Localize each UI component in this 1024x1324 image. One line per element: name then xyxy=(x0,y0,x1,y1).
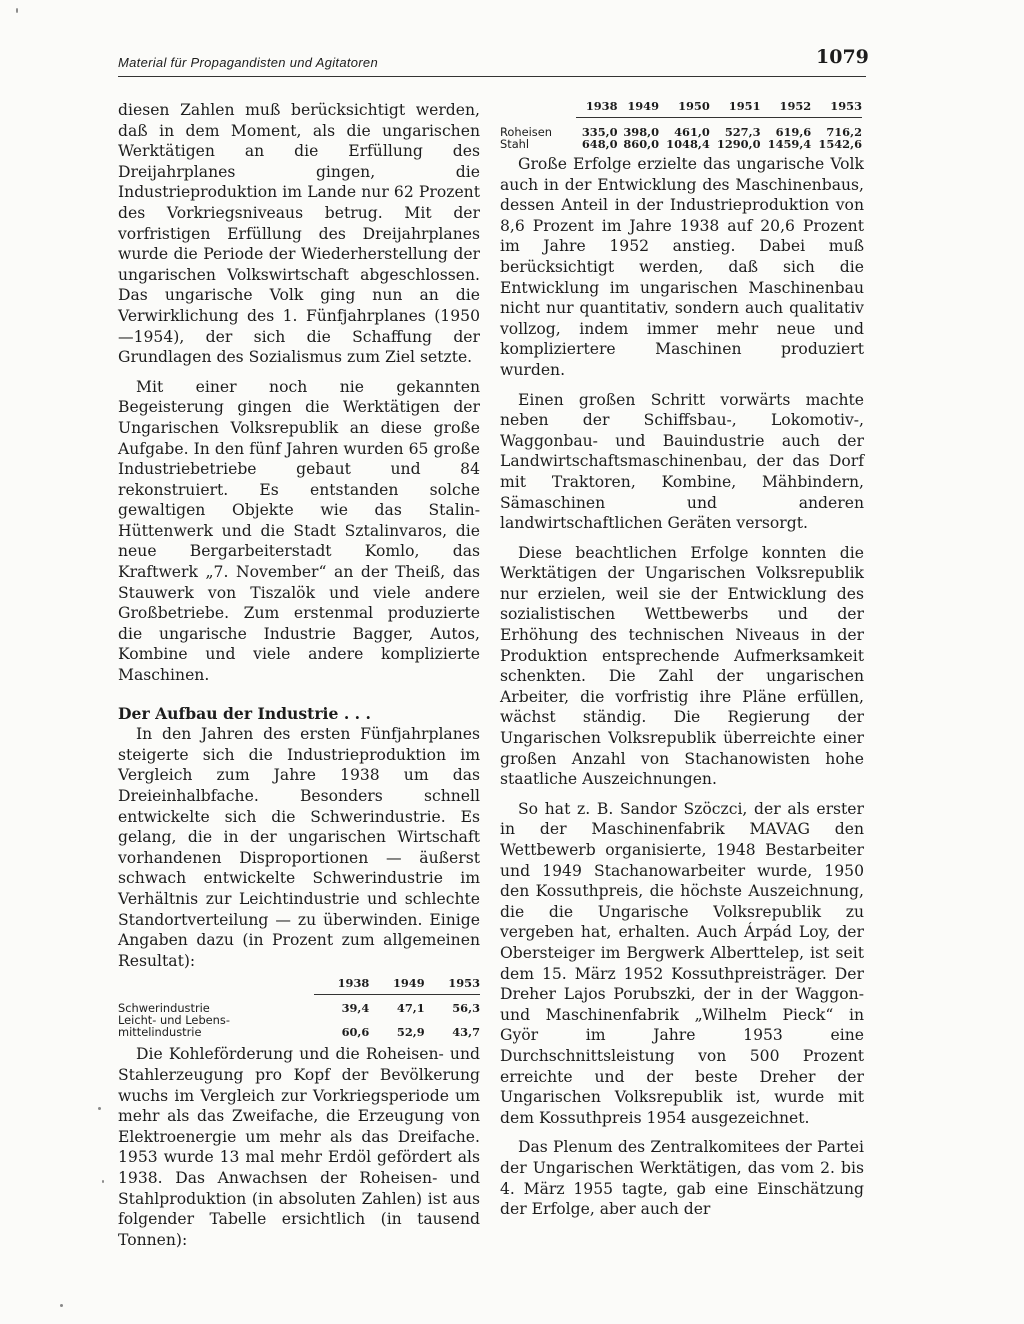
running-title: Material für Propagandisten und Agitatoren xyxy=(118,55,378,70)
scan-speck xyxy=(102,1180,104,1183)
table-cell: 335,0 xyxy=(581,125,618,139)
header-rule xyxy=(118,76,866,77)
year-header: 1952 xyxy=(761,100,812,118)
table-cell: 619,6 xyxy=(775,125,812,139)
section-heading: Der Aufbau der Industrie . . . xyxy=(118,703,371,723)
table-cell: 56,3 xyxy=(452,1001,480,1016)
table-header-row xyxy=(118,977,480,995)
paragraph: In den Jahren des ersten Fünfjahrplanes steigerte sich die Industrieproduktion im Vergleich zum Jahre 1938 um das Dreieinhalbfache. Besonders schnell entwickelte sich die Schwerindustrie. Es gelang, die in der ungarischen Wirtschaft vorhandenen Disproportionen — äußerst schwach entwickelte Schwerindustrie im Verhältnis zur Leichtindustrie und schlechte Standortverteilung — zu überwinden. Einige Angaben dazu (in Prozent zum allgemeinen Resultat): xyxy=(118,725,480,970)
table-cell: 648,0 xyxy=(581,137,618,151)
table-cell: 716,2 xyxy=(826,125,862,139)
row-label: Roheisen xyxy=(500,125,552,139)
page-number: 1079 xyxy=(816,46,869,68)
table-cell: 43,7 xyxy=(452,1025,480,1040)
year-header: 1953 xyxy=(811,100,862,118)
right-column xyxy=(500,100,864,1220)
iron-steel-table xyxy=(500,100,862,150)
table-cell: 1290,0 xyxy=(716,137,761,151)
scan-speck xyxy=(16,8,18,13)
row-label: Schwerindustrie xyxy=(118,1001,210,1016)
table-cell: 461,0 xyxy=(674,125,710,139)
table-cell: 527,3 xyxy=(724,125,761,139)
row-label: Leicht- und Lebens- xyxy=(118,1013,230,1028)
row-label: Stahl xyxy=(500,137,530,151)
paragraph: Große Erfolge erzielte das ungarische Volk auch in der Entwicklung des Maschinenbaus, dessen Anteil in der Industrieproduktion von 8,6 Prozent im Jahre 1938 auf 20,6 Prozent im Jahre 1952 anstieg. Dabei muß berücksichtigt werden, daß sich die Entwicklung im ungarischen Maschinenbau nicht nur quantitativ, sondern auch qualitativ vollzog, indem immer mehr neue und kompliziertere Maschinen produziert wurden. xyxy=(500,155,864,379)
paragraph: So hat z. B. Sandor Szöczci, der als erster in der Maschinenfabrik MAVAG den Wettbewerb organisierte, 1948 Bestarbeiter und 1949 Stachanowarbeiter wurde, 1950 den Kossuthpreis, die höchste Auszeichnung, die die Ungarische Volksrepublik zu vergeben hat, erhalten. Auch Árpád Loy, der Obersteiger im Bergwerk Alberttelep, ist seit dem 15. März 1952 Kossuthpreisträger. Der Dreher Lajos Porubszki, der in der Waggon- und Maschinenfabrik „Wilhelm Pieck“ in Györ im Jahre 1953 eine Durchschnittsleistung von 500 Prozent erreichte und der beste Dreher der Ungarischen Volksrepublik ist, wurde mit dem Kossuthpreis 1954 ausgezeichnet. xyxy=(500,799,864,1127)
paragraph: Die Kohleförderung und die Roheisen- und Stahlerzeugung pro Kopf der Bevölkerung wuchs im Vergleich zur Vorkriegsperiode um mehr als das Zweifache, die Erzeugung von Elektroenergie um mehr als das Dreifache. 1953 wurde 13 mal mehr Erdöl gefördert als 1938. Das Anwachsen der Roheisen- und Stahlproduktion (in absoluten Zahlen) ist aus folgender Tabelle ersichtlich (in tausend Tonnen): xyxy=(118,1045,480,1249)
paragraph: Einen großen Schritt vorwärts machte neben der Schiffsbau-, Lokomotiv-, Waggonbau- und Bauindustrie auch der Landwirtschaftsmaschinenbau, der das Dorf mit Traktoren, Kombine, Mähbindern, Sämaschinen und anderen landwirtschaftlichen Geräten versorgt. xyxy=(500,390,864,533)
table-cell: 39,4 xyxy=(341,1001,370,1016)
scan-speck xyxy=(98,1107,101,1110)
year-header: 1953 xyxy=(425,977,480,995)
table-row xyxy=(500,138,862,150)
paragraph: Das Plenum des Zentralkomitees der Partei der Ungarischen Werktätigen, das vom 2. bis 4. März 1955 tagte, gab eine Einschätzung der Erfolge, aber auch der xyxy=(500,1138,864,1219)
table-row xyxy=(118,995,480,1015)
year-header: 1950 xyxy=(659,100,710,118)
year-header: 1938 xyxy=(314,977,369,995)
industry-share-table xyxy=(118,977,480,1038)
table-cell: 52,9 xyxy=(396,1025,425,1040)
paragraph: diesen Zahlen muß berücksichtigt werden, daß in dem Moment, als die ungarischen Werktätigen an die Erfüllung des Dreijahrplanes gingen, die Industrieproduktion im Lande nur 62 Prozent des Vorkriegsniveaus betrug. Mit der vorfristigen Erfüllung des Dreijahrplanes wurde die Periode der Wiederherstellung der ungarischen Volkswirtschaft abgeschlossen. Das ungarische Volk ging nun an die Verwirklichung des 1. Fünfjahrplanes (1950—1954), der sich die Schaffung der Grundlagen des Sozialismus zum Ziel setzte. xyxy=(118,101,480,367)
table-cell: 1048,4 xyxy=(666,137,710,151)
table-cell: 860,0 xyxy=(623,137,660,151)
table-cell: 398,0 xyxy=(623,125,660,139)
table-row xyxy=(500,118,862,139)
table-cell: 47,1 xyxy=(396,1001,425,1016)
table-cell: 1459,4 xyxy=(767,137,812,151)
paragraph: Mit einer noch nie gekannten Begeisterung gingen die Werktätigen der Ungarischen Volksrepublik an diese große Aufgabe. In den fünf Jahren wurden 65 große Industriebetriebe gebaut und 84 rekonstruiert. Es entstanden solche gewaltigen Objekte wie das Stalin-Hüttenwerk und die Stadt Sztalinvaros, die neue Bergarbeiterstadt Komlo, das Kraftwerk „7. November“ an der Theiß, das Stauwerk von Tiszalök und viele andere Großbetriebe. Zum erstenmal produzierte die ungarische Industrie Bagger, Autos, Kombine und viele andere komplizierte Maschinen. xyxy=(118,377,480,685)
year-header: 1949 xyxy=(369,977,424,995)
year-header: 1938 xyxy=(576,100,618,118)
table-row xyxy=(118,1026,480,1038)
scan-speck xyxy=(60,1304,63,1307)
year-header: 1949 xyxy=(618,100,660,118)
table-cell: 60,6 xyxy=(341,1025,370,1040)
row-label: mittelindustrie xyxy=(118,1025,202,1040)
paragraph: Diese beachtlichen Erfolge konnten die Werktätigen der Ungarischen Volksrepublik nur erzielen, weil sie der Entwicklung des sozialistischen Wettbewerbs und der Erhöhung des technischen Niveaus in der Produktion entsprechende Aufmerksamkeit schenkten. Die Zahl der ungarischen Arbeiter, die vorfristig ihre Pläne erfüllen, wächst ständig. Die Regierung der Ungarischen Volksrepublik überreichte einer großen Anzahl von Stachanowisten hohe staatliche Auszeichnungen. xyxy=(500,543,864,789)
left-column xyxy=(118,100,480,1250)
table-header-row xyxy=(500,100,862,118)
year-header: 1951 xyxy=(710,100,761,118)
table-cell: 1542,6 xyxy=(818,137,862,151)
